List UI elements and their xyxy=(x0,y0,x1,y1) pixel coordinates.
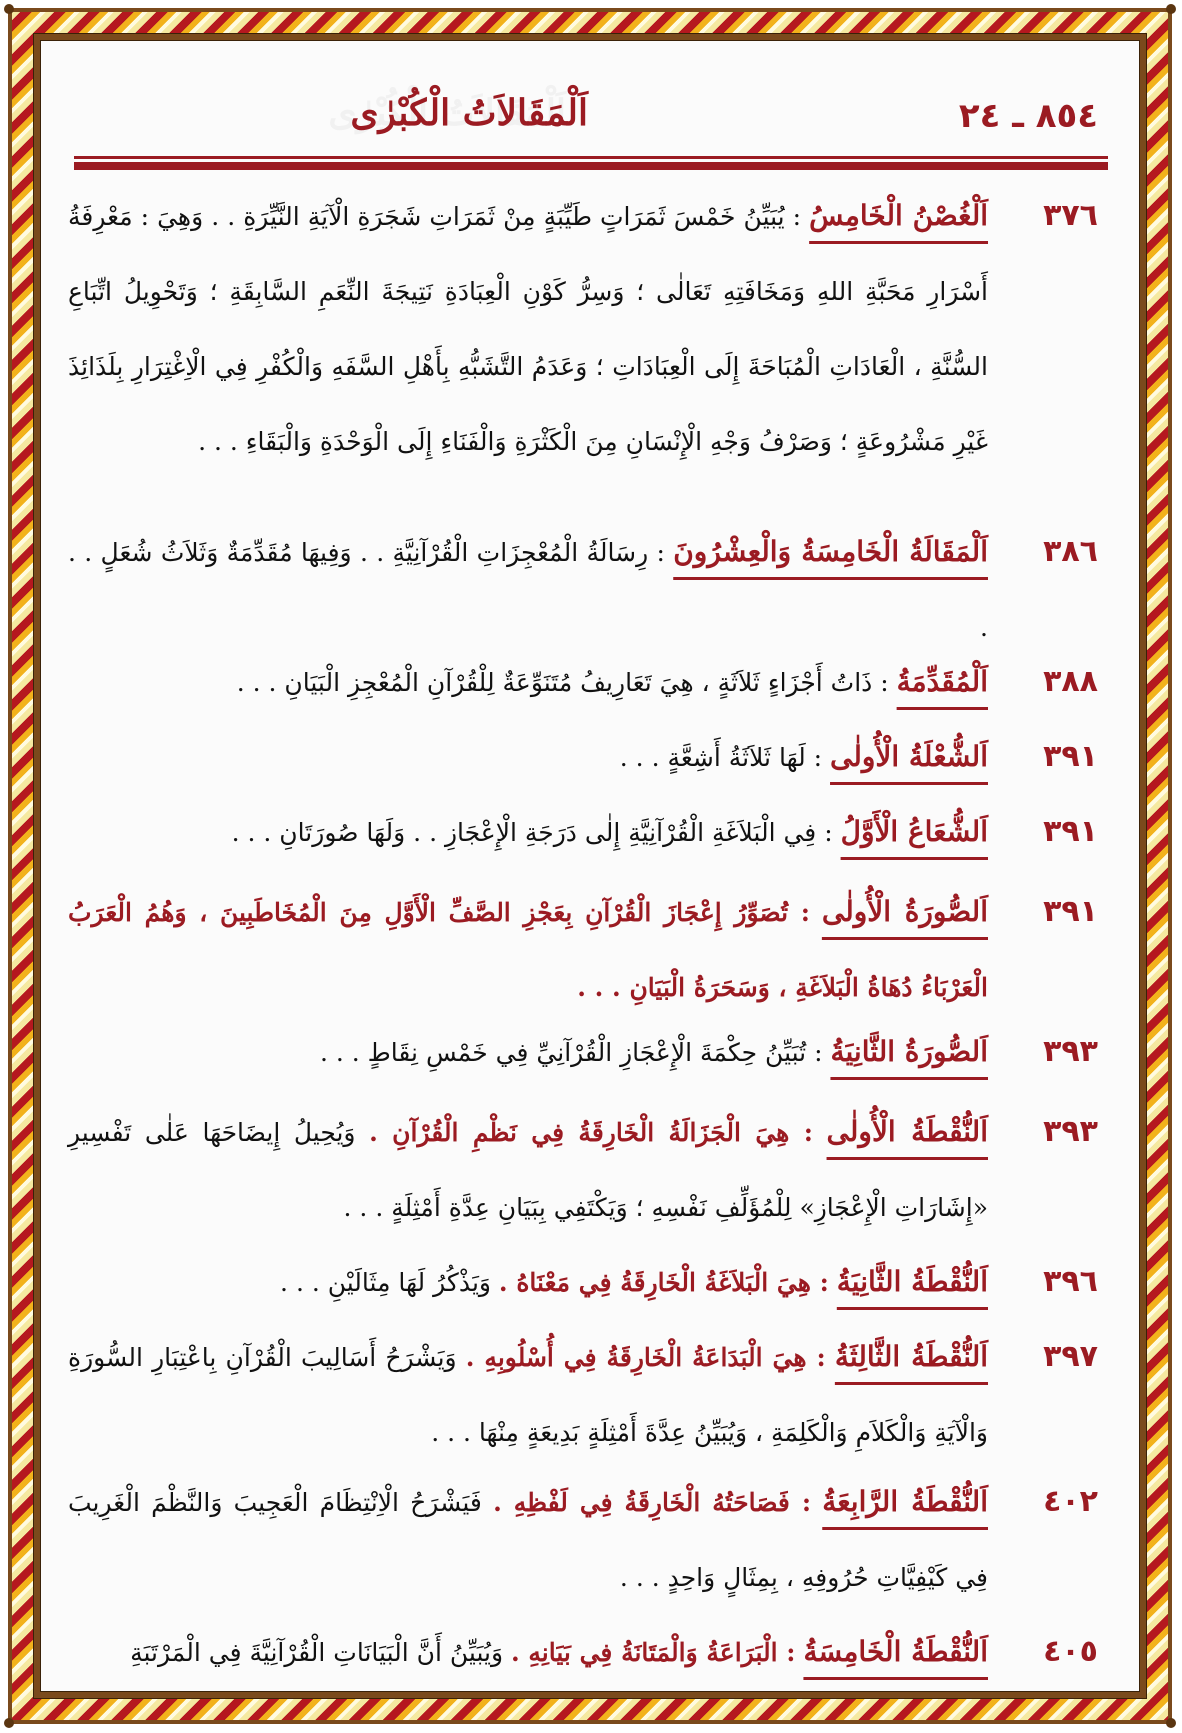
entry-text: وَيُبَيِّنُ أَنَّ الْبَيَانَاتِ الْقُرْآنِيَّةَ فِي الْمَرْتَبَةِ xyxy=(130,1638,511,1667)
entry-text: : لَهَا ثَلاَثَةُ أَشِعَّةٍ . . . xyxy=(619,743,823,772)
entry-text: فَيَشْرَحُ الْاِنْتِظَامَ الْعَجِيبَ وَالنَّظْمَ الْغَرِيبَ فِي كَيْفِيَّاتِ حُرُوفِهِ ، بِمِثَالٍ وَاحِدٍ . . . xyxy=(68,1488,988,1592)
entry-heading: اَلْمُقَدِّمَةُ xyxy=(896,665,988,698)
book-title: اَلْمَقَالاَتُ الْكُبْرٰى xyxy=(350,92,588,134)
entry-page-number: ٣٩١ xyxy=(1043,739,1098,774)
entry-text: : ذَاتُ أَجْزَاءٍ ثَلاَثَةٍ ، هِيَ تَعَارِيفُ مُتَنَوِّعَةٌ لِلْقُرْآنِ الْمُعْجِزِ الْبَيَانِ . . . xyxy=(236,668,889,697)
index-entry xyxy=(68,1319,1098,1470)
entry-heading: اَلنُّقْطَةُ الثَّانِيَةُ xyxy=(836,1265,988,1298)
corner-ornament-icon xyxy=(4,1718,14,1728)
entry-heading: اَلنُّقْطَةُ الرَّابِعَةُ xyxy=(822,1485,988,1518)
entry-text: : تُبَيِّنُ حِكْمَةَ الْإِعْجَازِ الْقُرْآنِيِّ فِي خَمْسِ نِقَاطٍ . . . xyxy=(319,1038,823,1067)
entry-page-number: ٣٩٣ xyxy=(1043,1034,1098,1069)
entry-text: وَيَذْكُرُ لَهَا مِثَالَيْنِ . . . xyxy=(280,1268,499,1297)
entry-page-number: ٣٩١ xyxy=(1043,814,1098,849)
entry-highlight-text: : هِيَ الْبَلاَغَةُ الْخَارِقَةُ فِي مَعْنَاهُ . xyxy=(498,1268,829,1297)
entry-highlight-text: : فَصَاحَتُهُ الْخَارِقَةُ فِي لَفْظِهِ . xyxy=(493,1488,812,1517)
index-entry xyxy=(68,178,1098,479)
index-entry xyxy=(68,1614,1098,1690)
entry-heading: اَلصُّورَةُ الْأُولٰى xyxy=(821,895,988,928)
entry-text: : يُبَيِّنُ خَمْسَ ثَمَرَاتٍ طَيِّبَةٍ مِنْ ثَمَرَاتِ شَجَرَةِ الْآيَةِ النَّيِّرَةِ . . وَهِيَ : مَعْرِفَةُ أَسْرَارِ مَحَبَّةِ اللهِ وَمَخَافَتِهِ تَعَالٰى ؛ وَسِرُّ كَوْنِ الْعِبَادَةِ نَتِيجَةَ النِّعَمِ السَّابِقَةِ ؛ وَتَحْوِيلُ اتِّبَاعِ السُّنَّةِ ، الْعَادَاتِ الْمُبَاحَةَ إِلَى الْعِبَادَاتِ ؛ وَعَدَمُ التَّشَبُّهِ بِأَهْلِ السَّفَهِ وَالْكُفْرِ فِي الْاِغْتِرَارِ بِلَذَائِذَ غَيْرِ مَشْرُوعَةٍ ؛ وَصَرْفُ وَجْهِ الْإِنْسَانِ مِنَ الْكَثْرَةِ وَالْفَنَاءِ إِلَى الْوَحْدَةِ وَالْبَقَاءِ . . . xyxy=(68,202,988,456)
index-entry xyxy=(68,719,1098,795)
corner-ornament-icon xyxy=(1166,1718,1176,1728)
entry-page-number: ٣٩٣ xyxy=(1043,1114,1098,1149)
entry-highlight-text: : الْبَرَاعَةُ وَالْمَتَانَةُ فِي بَيَانِهِ . xyxy=(510,1638,796,1667)
entry-page-number: ٣٧٦ xyxy=(1043,198,1098,233)
entry-heading: اَلشُّعْلَةُ الْأُولٰى xyxy=(830,740,988,773)
entry-text: وَيُحِيلُ إِيضَاحَهَا عَلٰى تَفْسِيرِ «إِشَارَاتِ الْإِعْجَازِ» لِلْمُؤَلِّفِ نَفْسِهِ ؛ وَيَكْتَفِي بِبَيَانِ عِدَّةِ أَمْثِلَةٍ . . . xyxy=(68,1118,988,1222)
page xyxy=(38,38,1144,1694)
entry-page-number: ٤٠٢ xyxy=(1043,1484,1098,1519)
entry-page-number: ٣٩١ xyxy=(1043,894,1098,929)
entry-page-number: ٣٩٧ xyxy=(1043,1339,1098,1374)
entry-heading: اَلنُّقْطَةُ الْخَامِسَةُ xyxy=(803,1635,988,1668)
corner-ornament-icon xyxy=(1166,4,1176,14)
entry-heading: اَلشُّعَاعُ الْأَوَّلُ xyxy=(840,815,988,848)
page-number: ٨٥٤ ـ ٢٤ xyxy=(958,96,1098,136)
index-entry xyxy=(68,644,1098,720)
index-entry xyxy=(68,794,1098,870)
entry-highlight-text: : تُصَوِّرُ إِعْجَازَ الْقُرْآنِ بِعَجْزِ الصَّفِّ الْأَوَّلِ مِنَ الْمُخَاطَبِينَ ، وَهُمُ الْعَرَبُ الْعَرْبَاءُ دُهَاةُ الْبَلاَغَةِ ، وَسَحَرَةُ الْبَيَانِ . . . xyxy=(68,898,988,1002)
index-entry xyxy=(68,1094,1098,1245)
index-entry xyxy=(68,1014,1098,1090)
index-entry xyxy=(68,1244,1098,1320)
index-entry xyxy=(68,514,1098,665)
entry-text: : فِي الْبَلاَغَةِ الْقُرْآنِيَّةِ إِلٰى دَرَجَةِ الْإِعْجَازِ . . وَلَهَا صُورَتَانِ . . . xyxy=(231,818,833,847)
entry-heading: اَلصُّورَةُ الثَّانِيَةُ xyxy=(830,1035,988,1068)
entry-text: وَيَشْرَحُ أَسَالِيبَ الْقُرْآنِ بِاعْتِبَارِ السُّورَةِ وَالْآيَةِ وَالْكَلاَمِ وَالْكَلِمَةِ ، وَيُبَيِّنُ عِدَّةَ أَمْثِلَةٍ بَدِيعَةٍ مِنْهَا . . . xyxy=(68,1343,988,1447)
index-entry xyxy=(68,874,1098,1025)
entry-heading: اَلْمَقَالَةُ الْخَامِسَةُ وَالْعِشْرُونَ xyxy=(673,535,988,568)
entry-highlight-text: : هِيَ الْجَزَالَةُ الْخَارِقَةُ فِي نَظْمِ الْقُرْآنِ . xyxy=(369,1118,813,1147)
page-header xyxy=(74,92,1108,146)
entry-heading: اَلْغُصْنُ الْخَامِسُ xyxy=(809,199,989,232)
entry-heading: اَلنُّقْطَةُ الْأُولٰى xyxy=(826,1115,988,1148)
entry-page-number: ٣٨٨ xyxy=(1043,664,1098,699)
entry-text: : رِسَالَةُ الْمُعْجِزَاتِ الْقُرْآنِيَّةِ . . وَفِيهَا مُقَدِّمَةٌ وَثَلاَثُ شُعَلٍ . . . xyxy=(68,538,988,642)
corner-ornament-icon xyxy=(4,4,14,14)
entry-highlight-text: : هِيَ الْبَدَاعَةُ الْخَارِقَةُ فِي أُسْلُوبِهِ . xyxy=(465,1343,826,1372)
entry-heading: اَلنُّقْطَةُ الثَّالِثَةُ xyxy=(834,1340,989,1373)
entry-page-number: ٣٨٦ xyxy=(1043,534,1098,569)
index-entry xyxy=(68,1464,1098,1615)
entry-page-number: ٣٩٦ xyxy=(1043,1264,1098,1299)
entry-page-number: ٤٠٥ xyxy=(1043,1634,1098,1669)
header-rule xyxy=(74,156,1108,170)
